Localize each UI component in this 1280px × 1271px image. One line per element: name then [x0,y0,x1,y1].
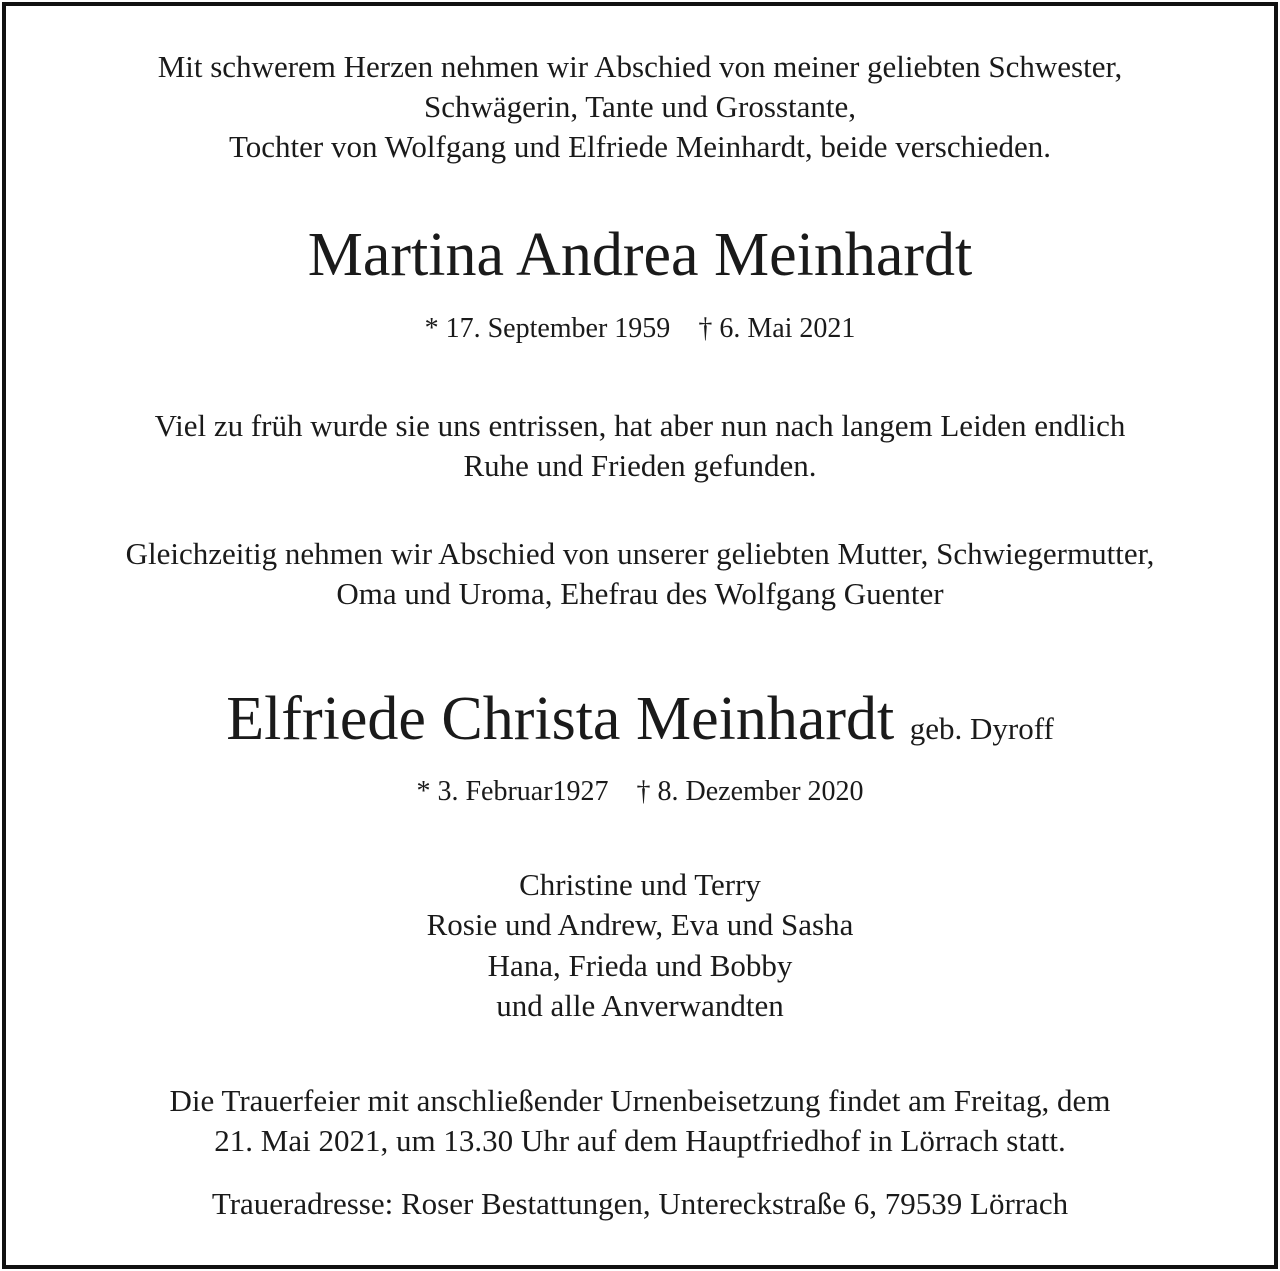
death-date-1: † 6. Mai 2021 [698,313,856,344]
mourner-line-3: Hana, Frieda und Bobby [487,948,793,983]
funeral-address: Traueradresse: Roser Bestattungen, Untereckstraße 6, 79539 Lörrach [211,1186,1069,1221]
obituary-border [2,2,1278,1269]
mourner-line-1: Christine und Terry [519,867,761,902]
ceremony-line-1: Die Trauerfeier mit anschließender Urnenbeisetzung findet am Freitag, dem [169,1083,1111,1118]
intro2-line-1: Gleichzeitig nehmen wir Abschied von unserer geliebten Mutter, Schwiegermutter, [125,536,1155,571]
passage-line-2: Ruhe und Frieden gefunden. [463,448,817,483]
intro-line-1: Mit schwerem Herzen nehmen wir Abschied von meiner geliebten Schwester, [157,49,1123,84]
intro-line-2: Schwägerin, Tante und Grosstante, [423,89,857,124]
mourner-line-2: Rosie und Andrew, Eva und Sasha [426,907,854,942]
life-dates-1 [0,312,1280,346]
passage-line-1: Viel zu früh wurde sie uns entrissen, hat aber nun nach langem Leiden endlich [154,408,1126,443]
birth-date-1: * 17. September 1959 [424,313,671,344]
deceased-name-2-text: Elfriede Christa Meinhardt [226,685,895,753]
mourner-line-4: und alle Anverwandten [496,988,784,1023]
life-dates-2 [0,775,1280,809]
deceased-name-1: Martina Andrea Meinhardt [307,221,973,289]
birth-date-2: * 3. Februar1927 [416,776,609,807]
deceased-name-2 [0,684,1280,764]
death-date-2: † 8. Dezember 2020 [636,776,864,807]
ceremony-line-2: 21. Mai 2021, um 13.30 Uhr auf dem Hauptfriedhof in Lörrach statt. [214,1123,1066,1158]
intro-line-3: Tochter von Wolfgang und Elfriede Meinhardt, beide verschieden. [228,129,1051,164]
maiden-name: geb. Dyroff [909,711,1054,746]
intro2-line-2: Oma und Uroma, Ehefrau des Wolfgang Guenter [336,576,944,611]
